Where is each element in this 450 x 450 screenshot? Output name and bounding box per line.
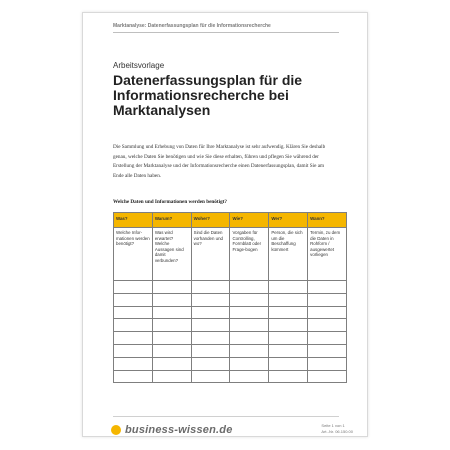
- table-cell[interactable]: [308, 306, 347, 319]
- table-cell[interactable]: [114, 281, 153, 294]
- table-cell[interactable]: [230, 357, 269, 370]
- logo-dot-icon: [111, 425, 121, 435]
- table-row: [114, 228, 347, 281]
- column-header: Wie?: [230, 213, 269, 228]
- article-number: Art.-Nr. 06.150.00: [321, 429, 353, 434]
- table-cell[interactable]: [308, 332, 347, 345]
- table-cell[interactable]: [230, 306, 269, 319]
- table-cell[interactable]: [191, 344, 230, 357]
- table-cell[interactable]: [230, 281, 269, 294]
- table-cell[interactable]: [152, 306, 191, 319]
- table-cell[interactable]: [230, 319, 269, 332]
- table-question-heading: Welche Daten und Informationen werden benötigt?: [113, 199, 227, 205]
- table-cell[interactable]: [114, 332, 153, 345]
- table-cell[interactable]: [191, 370, 230, 383]
- table-cell: Was wird erwartet? Welche Aussagen sind damit verbunden?: [152, 228, 191, 281]
- document-type-label: Arbeitsvorlage: [113, 61, 165, 70]
- table-cell[interactable]: [191, 293, 230, 306]
- table-cell[interactable]: [308, 293, 347, 306]
- table-row: [114, 344, 347, 357]
- column-header: Was?: [114, 213, 153, 228]
- page-meta: [321, 423, 353, 435]
- table-cell[interactable]: [114, 306, 153, 319]
- table-cell[interactable]: [152, 370, 191, 383]
- document-page: [82, 12, 368, 437]
- table-cell[interactable]: [308, 344, 347, 357]
- table-cell[interactable]: [230, 293, 269, 306]
- table-cell[interactable]: [269, 306, 308, 319]
- column-header: Wer?: [269, 213, 308, 228]
- data-collection-table: [113, 212, 347, 383]
- table-cell[interactable]: [152, 293, 191, 306]
- table-cell[interactable]: [269, 332, 308, 345]
- brand-logo: [111, 424, 233, 436]
- table-row: [114, 370, 347, 383]
- table-cell[interactable]: [191, 281, 230, 294]
- table-row: [114, 293, 347, 306]
- table-cell[interactable]: [230, 332, 269, 345]
- table-cell[interactable]: [308, 281, 347, 294]
- table-cell[interactable]: [308, 319, 347, 332]
- table-header-row: [114, 213, 347, 228]
- table-cell[interactable]: [114, 293, 153, 306]
- table-row: [114, 319, 347, 332]
- table-cell[interactable]: [152, 319, 191, 332]
- table-cell[interactable]: [114, 357, 153, 370]
- table-row: [114, 306, 347, 319]
- table-cell: Termin, zu dem die Daten in Rohform / ausgewertet vorliegen: [308, 228, 347, 281]
- intro-paragraph: Die Sammlung und Erhebung von Daten für Ihre Marktanalyse ist sehr aufwendig. Klären Sie deshalb genau, welche Daten Sie benötigen und wie Sie diese erhalten, führen und pflegen Sie während der Erstellung der Marktanalyse und der Informationsrecherche einen Datenerfassungsplan, damit Sie am Ende alle Daten haben.: [113, 144, 326, 179]
- table-cell[interactable]: [114, 319, 153, 332]
- running-header: Marktanalyse: Datenerfassungsplan für die Informationsrecherche: [113, 23, 339, 33]
- column-header: Warum?: [152, 213, 191, 228]
- column-header: Wann?: [308, 213, 347, 228]
- table-cell[interactable]: [191, 357, 230, 370]
- table-cell[interactable]: [269, 370, 308, 383]
- table-cell[interactable]: [114, 344, 153, 357]
- column-header: Woher?: [191, 213, 230, 228]
- table-cell[interactable]: [269, 293, 308, 306]
- table-cell[interactable]: [308, 357, 347, 370]
- table-cell[interactable]: [152, 357, 191, 370]
- table-cell: Person, die sich um die Beschaffung kümmert: [269, 228, 308, 281]
- table-cell[interactable]: [230, 370, 269, 383]
- table-cell: Welche Infor-mationen werden benötigt?: [114, 228, 153, 281]
- table-row: [114, 332, 347, 345]
- table-cell[interactable]: [191, 306, 230, 319]
- table-cell[interactable]: [152, 281, 191, 294]
- document-title: Datenerfassungsplan für die Informationsrecherche bei Marktanalysen: [113, 72, 303, 118]
- table-cell: Vorgaben für Controlling, Formblatt oder Frage-bogen: [230, 228, 269, 281]
- table-cell: Sind die Daten vorhanden und wo?: [191, 228, 230, 281]
- table-cell[interactable]: [230, 344, 269, 357]
- table-cell[interactable]: [308, 370, 347, 383]
- table-cell[interactable]: [269, 344, 308, 357]
- table-cell[interactable]: [152, 344, 191, 357]
- table-cell[interactable]: [152, 332, 191, 345]
- table-row: [114, 281, 347, 294]
- table-cell[interactable]: [191, 332, 230, 345]
- table-cell[interactable]: [114, 370, 153, 383]
- table-cell[interactable]: [269, 281, 308, 294]
- table-row: [114, 357, 347, 370]
- table-cell[interactable]: [269, 319, 308, 332]
- brand-name: business-wissen.de: [125, 424, 233, 436]
- table-cell[interactable]: [191, 319, 230, 332]
- page-number: Seite 1 von 1: [321, 423, 345, 428]
- table-cell[interactable]: [269, 357, 308, 370]
- footer-divider: [113, 416, 339, 417]
